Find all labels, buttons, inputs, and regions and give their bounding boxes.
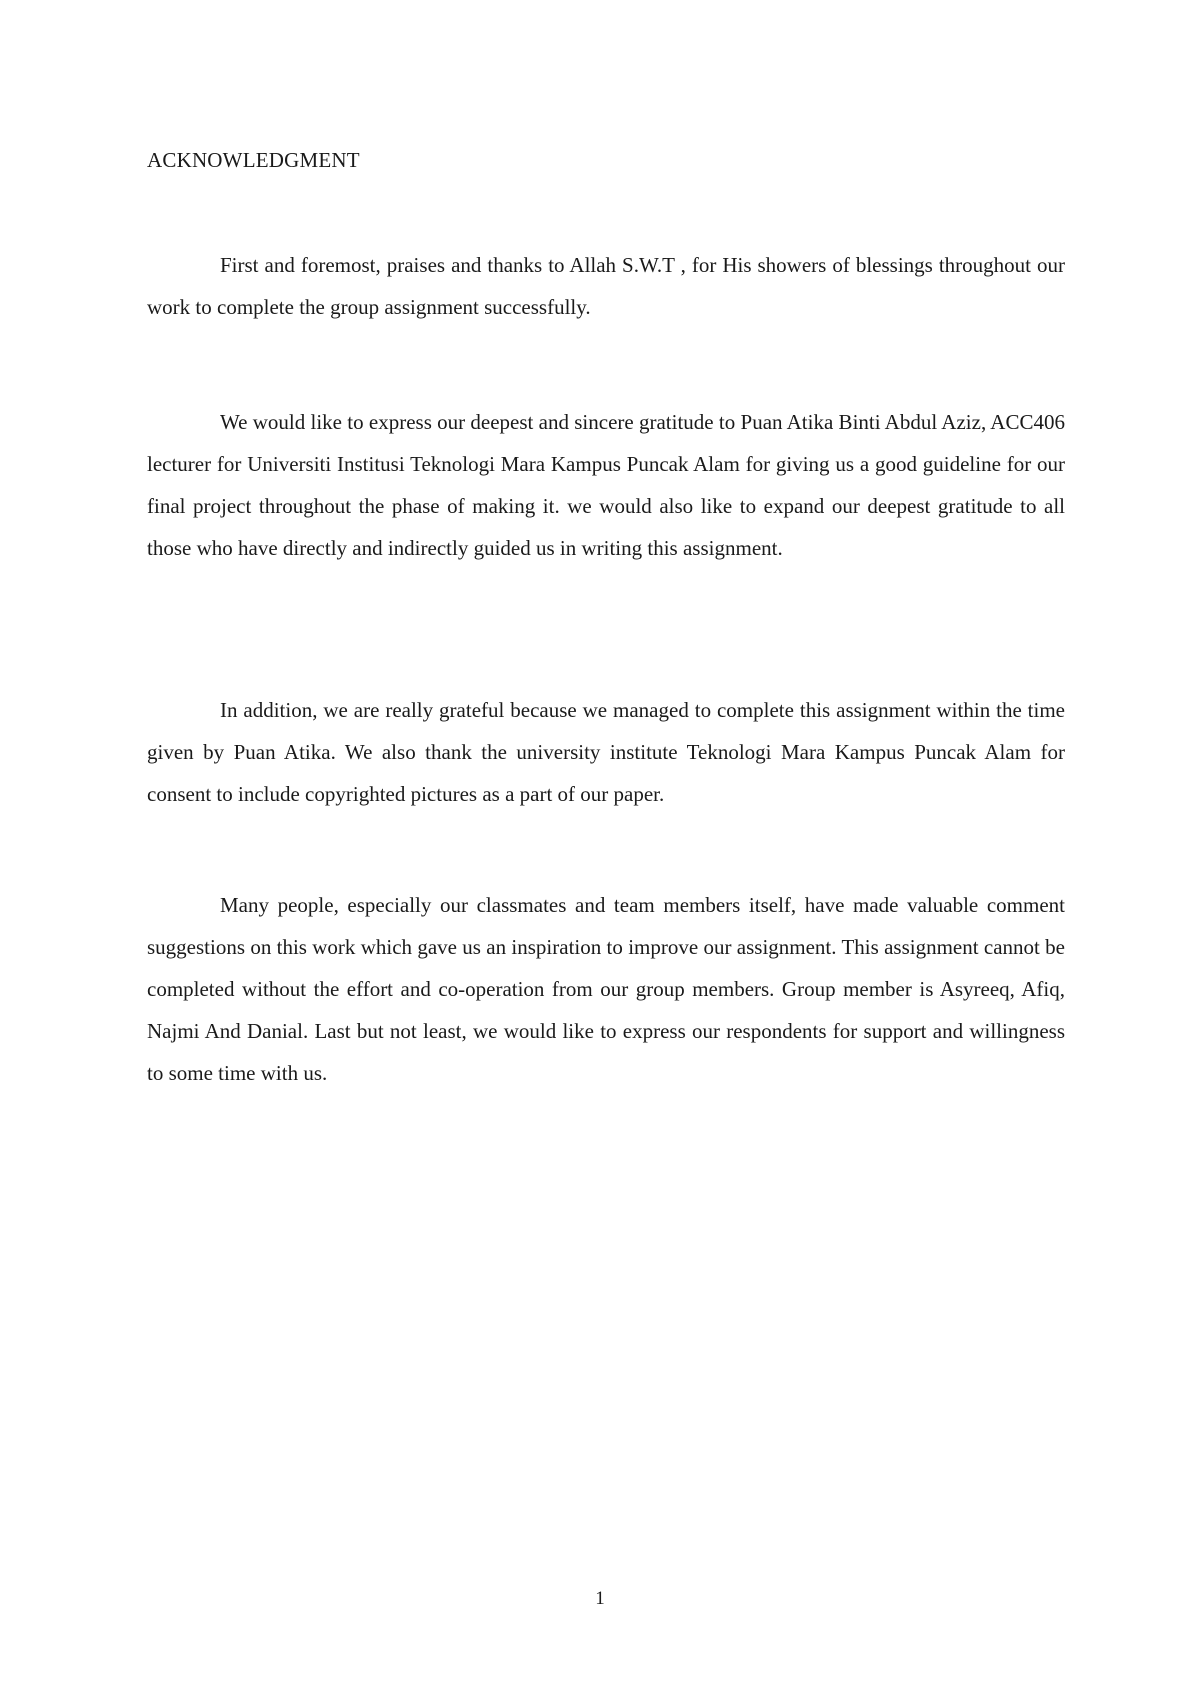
page-title: ACKNOWLEDGMENT — [147, 148, 360, 172]
paragraph-gratitude-lecturer: We would like to express our deepest and sincere gratitude to Puan Atika Binti Abdul Aziz, ACC406 lecturer for Universiti Institusi Teknologi Mara Kampus Puncak Alam for giving us a good guideline for our final project throughout the phase of making it. we would also like to expand our deepest gratitude to all those who have directly and indirectly guided us in writing this assignment. — [147, 410, 1065, 560]
paragraph-additional-thanks: In addition, we are really grateful because we managed to complete this assignment within the time given by Puan Atika. We also thank the university institute Teknologi Mara Kampus Puncak Alam for consent to include copyrighted pictures as a part of our paper. — [147, 698, 1065, 806]
page-number: 1 — [595, 1588, 605, 1609]
paragraph-team-thanks: Many people, especially our classmates and team members itself, have made valuable comment suggestions on this work which gave us an inspiration to improve our assignment. This assignment cannot be completed without the effort and co-operation from our group members. Group member is Asyreeq, Afiq, Najmi And Danial. Last but not least, we would like to express our respondents for support and willingness to some time with us. — [147, 893, 1065, 1085]
paragraph-praises: First and foremost, praises and thanks to Allah S.W.T , for His showers of blessings throughout our work to complete the group assignment successfully. — [147, 253, 1065, 319]
